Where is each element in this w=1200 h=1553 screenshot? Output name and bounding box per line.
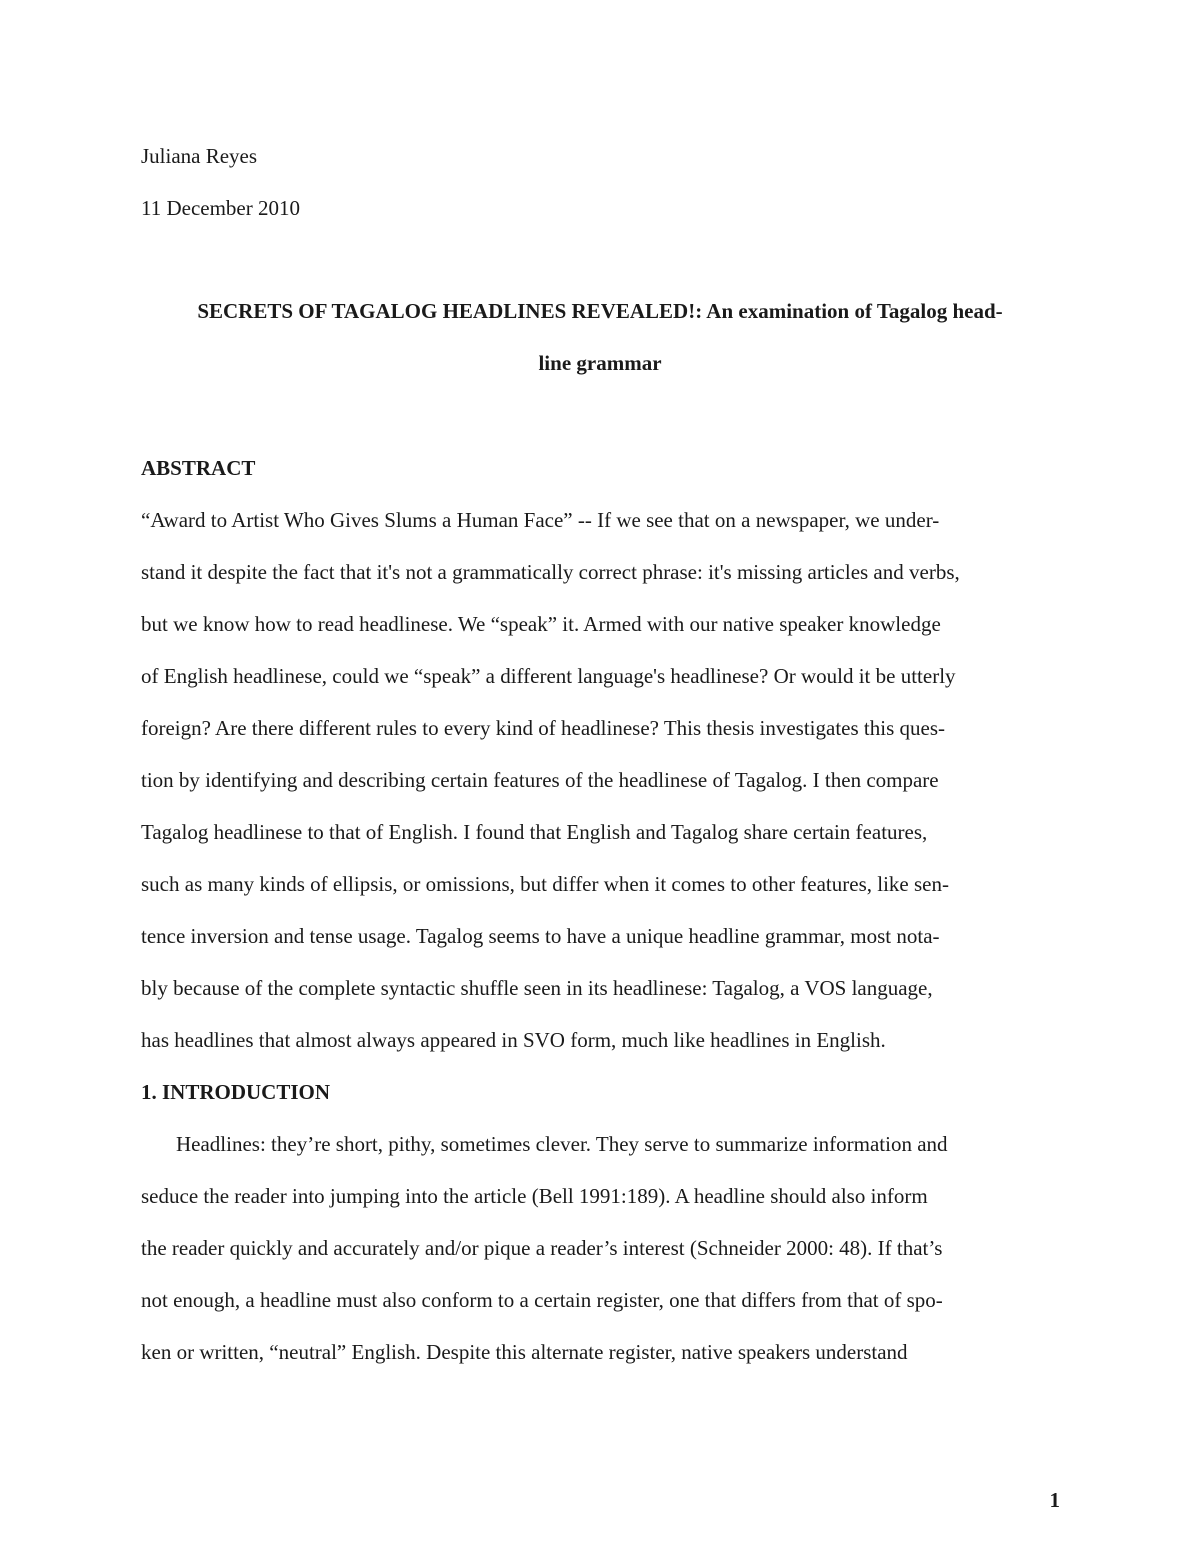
- introduction-line: Headlines: they’re short, pithy, sometimes clever. They serve to summarize information and: [176, 1132, 948, 1156]
- abstract-line: bly because of the complete syntactic shuffle seen in its headlinese: Tagalog, a VOS language,: [141, 976, 933, 1000]
- abstract-line: stand it despite the fact that it's not a grammatically correct phrase: it's missing articles and verbs,: [141, 560, 960, 584]
- abstract-line: foreign? Are there different rules to every kind of headlinese? This thesis investigates this ques-: [141, 716, 945, 740]
- abstract-line: such as many kinds of ellipsis, or omissions, but differ when it comes to other features, like sen-: [141, 872, 949, 896]
- abstract-line: has headlines that almost always appeared in SVO form, much like headlines in English.: [141, 1028, 886, 1052]
- introduction-line: ken or written, “neutral” English. Despite this alternate register, native speakers understand: [141, 1340, 908, 1364]
- introduction-line: not enough, a headline must also conform to a certain register, one that differs from that of spo-: [141, 1288, 943, 1312]
- abstract-heading: ABSTRACT: [141, 456, 256, 480]
- title-line-2: line grammar: [538, 351, 662, 375]
- abstract-line: tence inversion and tense usage. Tagalog seems to have a unique headline grammar, most nota-: [141, 924, 940, 948]
- abstract-line: of English headlinese, could we “speak” a different language's headlinese? Or would it be utterly: [141, 664, 956, 688]
- abstract-line: but we know how to read headlinese. We “speak” it. Armed with our native speaker knowledge: [141, 612, 941, 636]
- author-name: Juliana Reyes: [141, 144, 258, 168]
- abstract-line: “Award to Artist Who Gives Slums a Human Face” -- If we see that on a newspaper, we under-: [141, 508, 940, 532]
- introduction-heading: 1. INTRODUCTION: [141, 1080, 331, 1104]
- introduction-line: the reader quickly and accurately and/or pique a reader’s interest (Schneider 2000: 48). If that’s: [141, 1236, 943, 1260]
- introduction-line: seduce the reader into jumping into the article (Bell 1991:189). A headline should also inform: [141, 1184, 928, 1208]
- abstract-line: Tagalog headlinese to that of English. I found that English and Tagalog share certain features,: [141, 820, 928, 844]
- document-date: 11 December 2010: [141, 196, 300, 220]
- page-number: 1: [1049, 1488, 1060, 1512]
- title-line-1: SECRETS OF TAGALOG HEADLINES REVEALED!: An examination of Tagalog head-: [197, 299, 1003, 323]
- abstract-line: tion by identifying and describing certain features of the headlinese of Tagalog. I then compare: [141, 768, 939, 792]
